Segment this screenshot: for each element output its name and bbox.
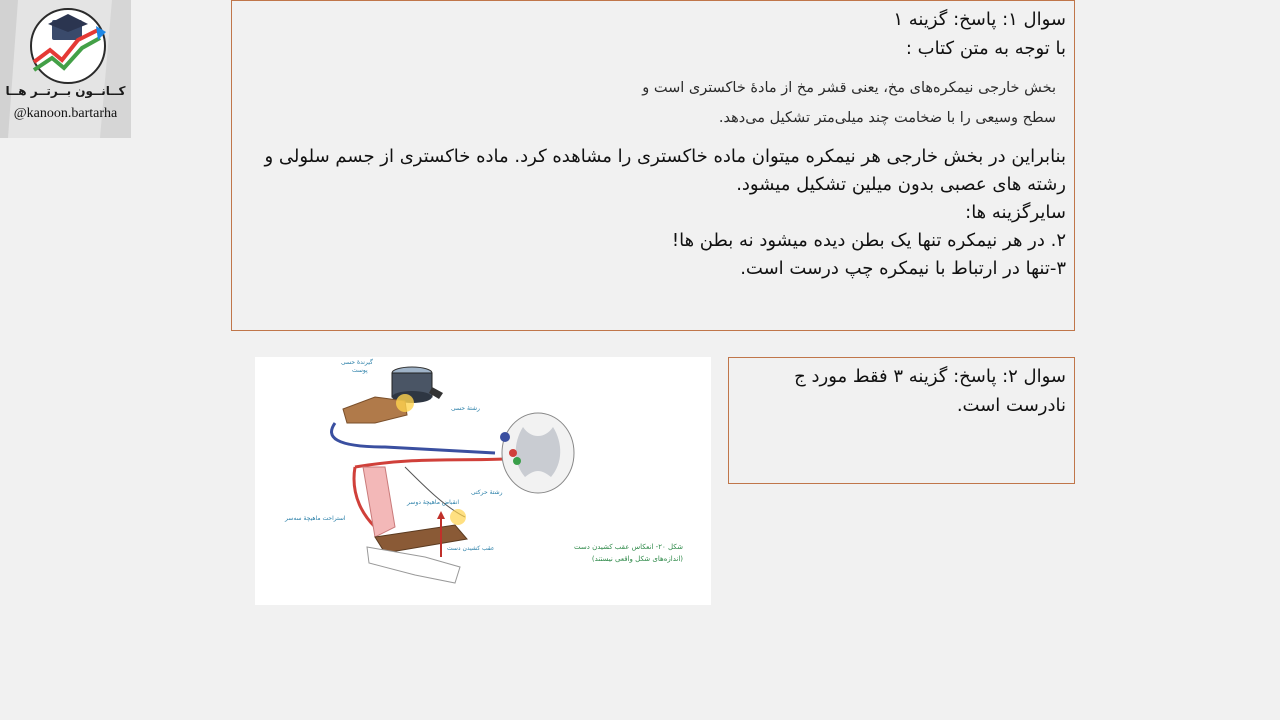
- logo-handle: @kanoon.bartarha: [13, 106, 118, 121]
- q1-option-3: ۳-تنها در ارتباط با نیمکره چپ درست است.: [740, 258, 1066, 279]
- q1-header: سوال ۱: پاسخ: گزینه ۱: [893, 9, 1066, 30]
- quote-line-2: سطح وسیعی را با ضخامت چند میلی‌متر تشکیل می‌دهد.: [718, 110, 1056, 126]
- label-skin: پوست: [352, 367, 368, 374]
- q1-intro: با توجه به متن کتاب :: [905, 38, 1066, 59]
- quote-line-1: بخش خارجی نیمکره‌های مخ، یعنی قشر مخ از مادهٔ خاکستری است و: [642, 80, 1056, 96]
- q2-answer: سوال ۲: پاسخ: گزینه ۳ فقط مورد ج: [794, 366, 1066, 387]
- textbook-quote: [240, 73, 1056, 133]
- reflex-arc-illustration: [255, 357, 711, 605]
- label-triceps: استراحت ماهیچهٔ سه‌سر: [285, 515, 346, 522]
- reflex-arc-figure: [255, 357, 711, 605]
- figure-caption: [573, 541, 683, 565]
- label-withdraw: عقب کشیدن دست: [447, 545, 495, 552]
- q1-explanation: بنابراین در بخش خارجی هر نیمکره میتوان ماده خاکستری را مشاهده کرد. ماده خاکستری از جسم سلولی و رشته های عصبی بدون میلین تشکیل میشود.: [264, 146, 1066, 195]
- q1-others-title: سایرگزینه ها:: [965, 202, 1066, 223]
- label-receptor: گیرندهٔ حسی: [341, 359, 373, 366]
- caption-line-1: شکل ۲۰- انعکاس عقب کشیدن دست: [574, 543, 683, 551]
- q2-note: نادرست است.: [956, 395, 1066, 416]
- label-biceps: انقباض ماهیچهٔ دوسر: [407, 499, 460, 506]
- question-2-box: [728, 357, 1075, 484]
- logo-name: کــانــون بــرتــر هــا: [5, 84, 126, 98]
- label-sensory-fiber: رشتهٔ حسی: [451, 405, 480, 412]
- q1-option-2: ۲. در هر نیمکره تنها یک بطن دیده میشود نه بطن ها!: [671, 230, 1066, 251]
- label-motor-fiber: رشتهٔ حرکتی: [471, 489, 503, 496]
- question-1-box: [231, 0, 1075, 331]
- caption-line-2: (اندازه‌های شکل واقعی نیستند): [591, 555, 683, 563]
- brand-logo: [0, 0, 131, 138]
